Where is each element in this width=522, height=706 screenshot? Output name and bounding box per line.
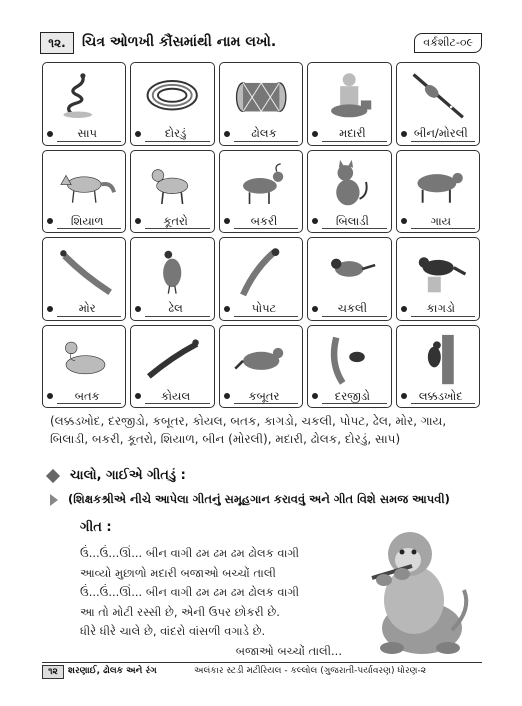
rope-icon [137,68,207,123]
answer-text: લક્કડખોદ [418,388,463,403]
song-line: ઉં...ઉં...ઊં... બીન વાગી ઢમ ઢમ ઢમ ઢોલક વાગી [80,585,300,599]
answer-label [401,301,475,317]
answer-label [312,388,386,404]
picture-cell [130,150,214,234]
answer-label [47,126,121,142]
picture-cell [219,62,303,146]
section-heading [48,468,186,483]
fox-icon [49,156,119,211]
bullet-icon [224,393,230,399]
cow-icon [403,156,473,211]
footer-page-number: ૧૨ [42,665,64,679]
bullet-icon [47,393,53,399]
pigeon-icon [226,331,296,386]
picture-cell [307,237,391,321]
answer-text: ઢેલ [168,301,183,315]
picture-cell [219,325,303,409]
picture-cell [219,150,303,234]
song-line: આ તો મોટી રસ્સી છે, એની ઉપર છોકરી છે. [80,604,280,619]
dog-icon [137,156,207,211]
question-number: ૧૨. [40,32,74,54]
answer-label [135,388,209,404]
snake-charmer-icon [314,68,384,123]
answer-text: કાગડો [426,301,456,315]
drum-icon [226,68,296,123]
answer-text: સાપ [77,126,97,140]
picture-cell [396,325,480,409]
answer-text: બિલાડી [335,213,369,228]
monkey-playing-flute-icon [352,520,478,660]
picture-grid [42,62,480,408]
picture-cell [396,150,480,234]
answer-text: દોરડું [164,126,187,140]
snake-icon [49,68,119,123]
picture-cell [307,150,391,234]
answer-label [401,213,475,229]
answer-text: કબૂતર [248,388,280,403]
worksheet-badge: વર્કશીટ-૦૯ [414,33,482,53]
bullet-icon [47,218,53,224]
bullet-icon [135,131,141,137]
answer-label [224,388,298,404]
crow-icon [403,243,473,298]
picture-cell [130,62,214,146]
answer-text: ચકલી [337,301,368,315]
answer-text: મોર [78,301,96,315]
parrot-icon [226,243,296,298]
picture-cell [396,62,480,146]
answer-label [47,388,121,404]
section-heading-text: ચાલો, ગાઈએ ગીતડું : [70,468,186,483]
answer-label [47,213,121,229]
answer-text: શિયાળ [70,213,104,228]
bullet-icon [401,218,407,224]
been-flute-icon [403,68,473,123]
cuckoo-icon [137,331,207,386]
answer-text: કોયલ [161,388,191,403]
bullet-icon [401,306,407,312]
woodpecker-icon [403,331,473,386]
answer-text: બતક [74,388,100,403]
options-list: (લક્કડખોદ, દરજીડો, કબૂતર, કોયલ, બતક, કાગડો, ચકલી, પોપટ, ઢેલ, મોર, ગાય, બિલાડી, બકરી, કૂતરો, શિયાળ, બીન (મોરલી), મદારી, ઢોલક, દોરડું, સાપ) [50,414,447,446]
bullet-icon [224,306,230,312]
bullet-icon [135,218,141,224]
picture-cell [130,237,214,321]
song-title: ગીત : [80,520,112,535]
song-line: ધીરે ધીરે ચાલે છે, વાંદરો વાંસળી વગાડે છે. [80,624,266,638]
answer-text: બકરી [250,213,278,228]
answer-text: ગાય [430,213,452,228]
answer-label [135,213,209,229]
bullet-icon [224,218,230,224]
bullet-icon [312,131,318,137]
answer-label [312,126,386,142]
bullet-icon [401,131,407,137]
bullet-icon [312,218,318,224]
answer-text: દરજીડો [334,388,370,403]
answer-text: પોપટ [251,301,277,315]
answer-label [312,213,386,229]
bullet-icon [224,131,230,137]
answer-label [224,126,298,142]
picture-cell [42,62,126,146]
answer-text: બીન/મોરલી [413,126,468,140]
answer-label [135,126,209,142]
picture-cell [42,325,126,409]
answer-text: ઢોલક [251,126,277,140]
footer-publisher: અલંકાર સ્ટડી મટીરિયલ - કલ્લોલ (ગુજરાતી-પર્યાવરણ) ધોરણ-૨ [194,666,427,676]
teacher-instruction [50,492,450,507]
song-lyrics [80,544,342,661]
picture-cell [42,237,126,321]
answer-text: મદારી [339,126,366,140]
tailorbird-icon [314,331,384,386]
bullet-icon [47,306,53,312]
instruction-text: (શિક્ષકશ્રીએ નીચે આપેલા ગીતનું સમૂહગાન કરાવવું અને ગીત વિશે સમજ આપવી) [68,492,450,506]
answer-label [401,126,475,142]
answer-label [47,301,121,317]
answer-label [312,301,386,317]
peacock-icon [49,243,119,298]
page-footer [42,662,482,680]
question-title: ચિત્ર ઓળખી કૌંસમાંથી નામ લખો. [82,34,277,50]
answer-label [224,213,298,229]
bullet-icon [312,393,318,399]
triangle-bullet-icon [50,494,58,506]
bullet-icon [312,306,318,312]
picture-cell [42,150,126,234]
goat-icon [226,156,296,211]
bullet-icon [135,306,141,312]
peahen-icon [137,243,207,298]
picture-cell [396,237,480,321]
picture-cell [307,325,391,409]
song-line: બજાઓ બચ્ચોં તાલી... [235,643,342,658]
song-line: આવ્યો મુછાળો મદારી બજાઓ બચ્ચોં તાલી [80,565,276,580]
duck-icon [49,331,119,386]
cat-icon [314,156,384,211]
bullet-icon [135,393,141,399]
answer-label [401,388,475,404]
picture-cell [130,325,214,409]
answer-label [224,301,298,317]
bullet-icon [401,393,407,399]
bullet-icon [47,131,53,137]
question-header [40,30,482,56]
sparrow-icon [314,243,384,298]
diamond-bullet-icon [46,468,60,482]
footer-chapter: શરણાઈ, ઢોલક અને રંગ [68,666,157,676]
picture-cell [219,237,303,321]
song-line: ઉં...ઉં...ઊં... બીન વાગી ઢમ ઢમ ઢમ ઢોલક વાગી [80,546,300,560]
picture-cell [307,62,391,146]
answer-label [135,301,209,317]
answer-text: કૂતરો [163,213,188,228]
